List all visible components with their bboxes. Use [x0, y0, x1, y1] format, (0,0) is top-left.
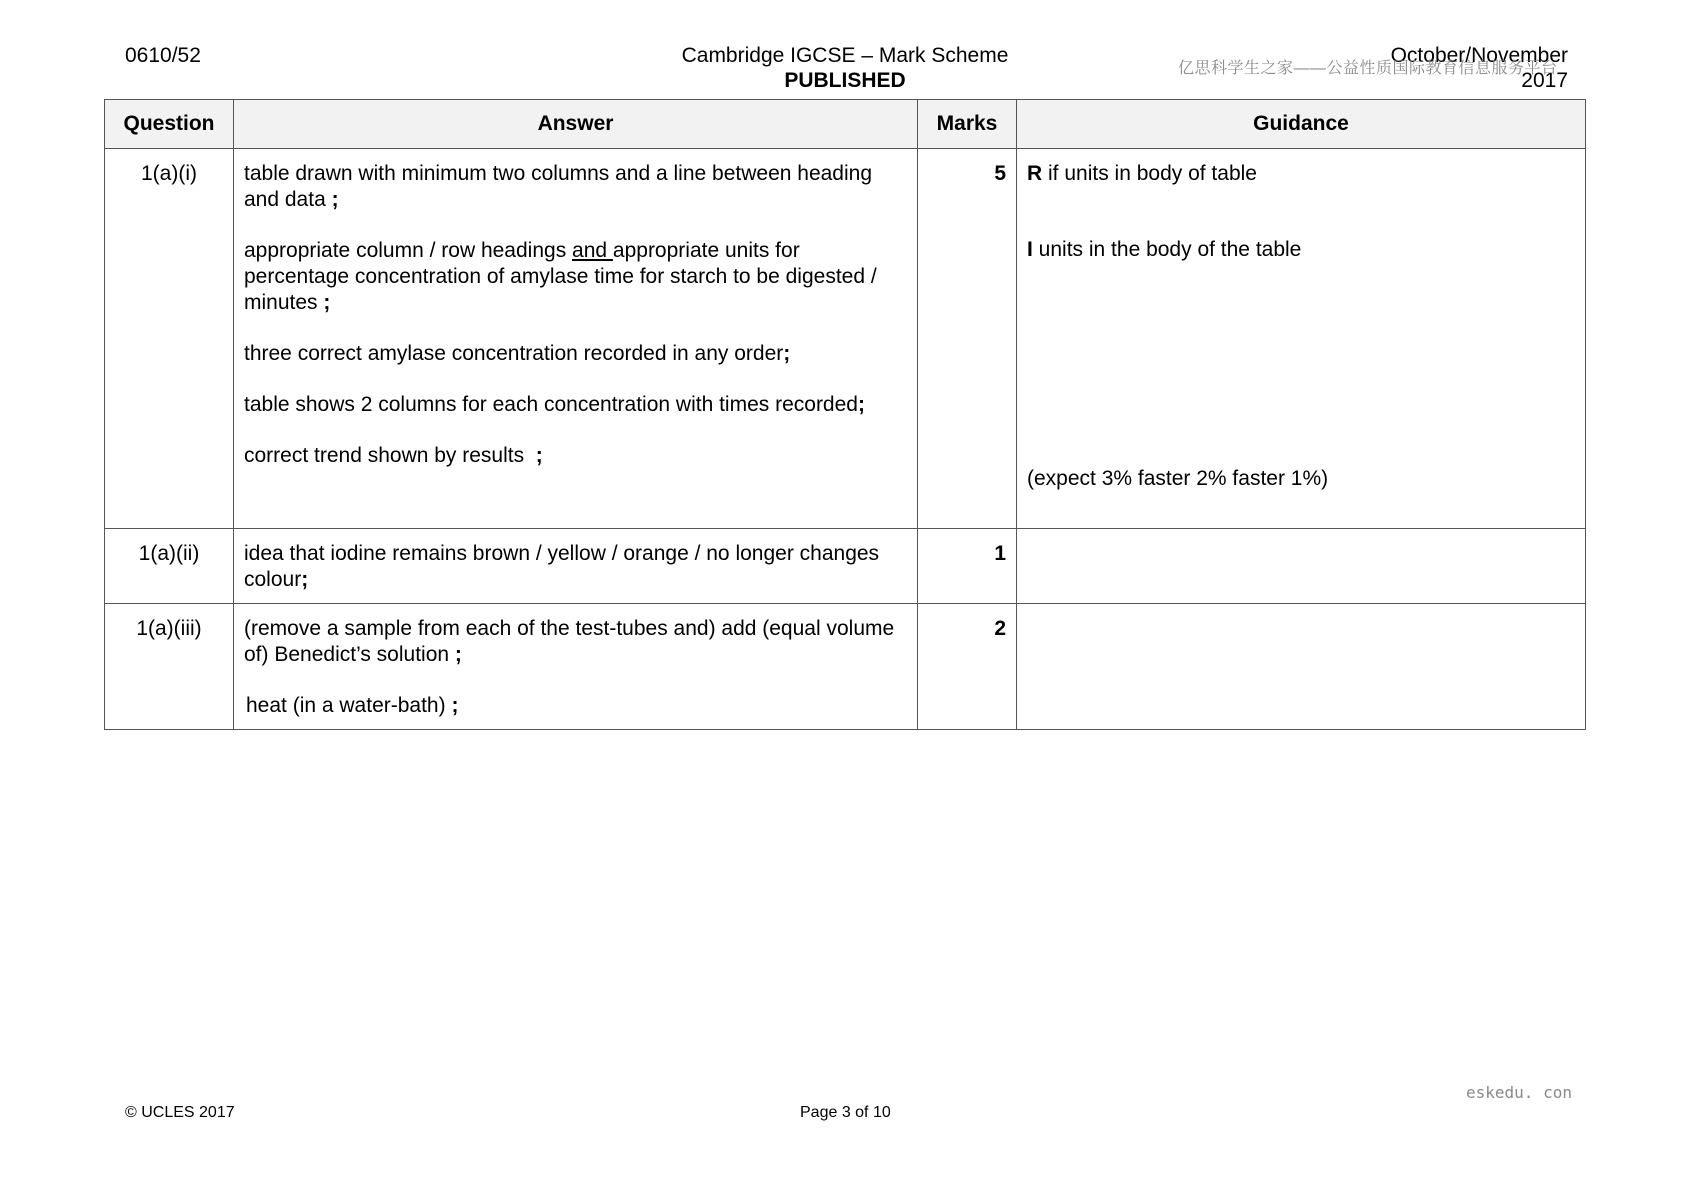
document-title: Cambridge IGCSE – Mark Scheme	[681, 44, 1009, 67]
marks-cell: 1	[918, 529, 1017, 604]
answer-point: table drawn with minimum two columns and a line between heading and data ;	[244, 162, 873, 211]
guidance-cell	[1017, 529, 1586, 604]
table-row	[105, 529, 1586, 604]
session-year: 2017	[1521, 69, 1568, 92]
answer-point: idea that iodine remains brown / yellow / orange / no longer changes colour;	[244, 542, 880, 591]
copyright: © UCLES 2017	[125, 1104, 235, 1121]
guidance-cell	[1017, 604, 1586, 730]
column-header-guidance: Guidance	[1017, 100, 1586, 149]
answer-point: table shows 2 columns for each concentration with times recorded;	[244, 393, 865, 416]
table-row	[105, 604, 1586, 730]
table-row	[105, 149, 1586, 529]
question-cell: 1(a)(iii)	[105, 604, 234, 730]
session-label: October/November	[1390, 44, 1568, 67]
answer-point: heat (in a water-bath) ;	[246, 694, 459, 717]
watermark-site: eskedu. con	[1466, 1083, 1572, 1102]
marks-cell: 5	[918, 149, 1017, 529]
guidance-cell	[1017, 149, 1586, 529]
answer-point: (remove a sample from each of the test-tubes and) add (equal volume of) Benedict’s solution ;	[244, 617, 895, 666]
column-header-answer: Answer	[234, 100, 918, 149]
question-cell: 1(a)(ii)	[105, 529, 234, 604]
page-number: Page 3 of 10	[800, 1104, 891, 1121]
paper-code: 0610/52	[125, 44, 201, 67]
answer-cell	[234, 604, 918, 730]
answer-cell	[234, 149, 918, 529]
mark-scheme-table	[104, 99, 1586, 730]
answer-point: three correct amylase concentration recorded in any order;	[244, 342, 791, 365]
marks-cell: 2	[918, 604, 1017, 730]
answer-point: appropriate column / row headings and appropriate units for percentage concentration of amylase time for starch to be digested / minutes ;	[244, 239, 877, 314]
table-header-row	[105, 100, 1586, 149]
document-title-block	[600, 43, 1090, 93]
column-header-question: Question	[105, 100, 234, 149]
answer-point: correct trend shown by results ;	[244, 444, 543, 467]
answer-cell	[234, 529, 918, 604]
guidance-note: (expect 3% faster 2% faster 1%)	[1027, 467, 1329, 490]
published-label: PUBLISHED	[784, 69, 906, 92]
column-header-marks: Marks	[918, 100, 1017, 149]
question-cell: 1(a)(i)	[105, 149, 234, 529]
guidance-note: R if units in body of table	[1027, 162, 1257, 185]
guidance-note: I units in the body of the table	[1027, 238, 1302, 261]
watermark-text: 亿思科学生之家——公益性质国际教育信息服务平台	[1178, 60, 1558, 77]
